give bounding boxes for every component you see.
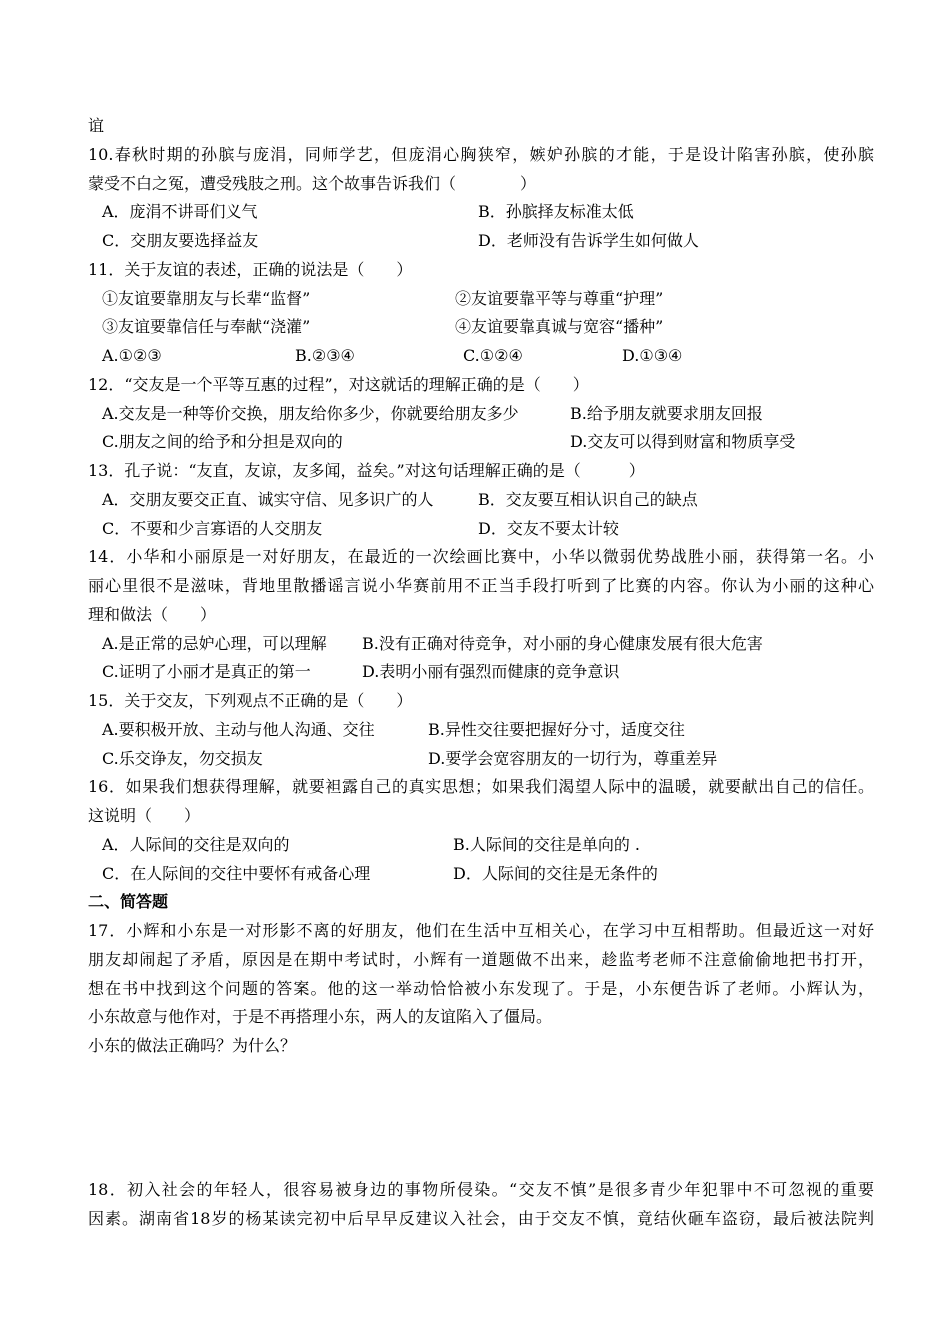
document-page <box>88 112 874 1233</box>
q16-option-a: A．人际间的交往是双向的 <box>102 834 290 854</box>
q10-option-a: A．庞涓不讲哥们义气 <box>102 202 258 222</box>
section-heading-short-answer: 二、简答题 <box>88 892 169 912</box>
q17-question: 小东的做法正确吗？为什么？ <box>88 1036 297 1055</box>
q10-stem-line: 蒙受不白之冤，遭受残肢之刑。这个故事告诉我们（ ） <box>88 173 537 193</box>
q15-stem: 15．关于交友，下列观点不正确的是（ ） <box>88 691 413 710</box>
q11-item-4: ④友谊要靠真诚与宽容“播种” <box>455 317 664 337</box>
q11-option-d: D.①③④ <box>622 346 683 365</box>
q11-option-a: A.①②③ <box>102 346 162 365</box>
q14-stem-line: 丽心里很不是滋味，背地里散播谣言说小华赛前用不正当手段打听到了比赛的内容。你认为小丽的这种心 <box>88 576 874 595</box>
q11-item-3: ③友谊要靠信任与奉献“浇灌” <box>102 317 311 337</box>
q13-option-c: C．不要和少言寡语的人交朋友 <box>102 518 323 538</box>
q15-option-b: B.异性交往要把握好分寸，适度交往 <box>428 719 685 739</box>
q16-option-c: C．在人际间的交往中要怀有戒备心理 <box>102 863 371 883</box>
q10-option-c: C．交朋友要选择益友 <box>102 231 259 250</box>
q15-option-c: C.乐交诤友，勿交损友 <box>102 748 263 768</box>
q13-stem: 13．孔子说：“友直，友谅，友多闻，益矣。”对这句话理解正确的是（ ） <box>88 461 645 480</box>
q13-option-d: D．交友不要太计较 <box>478 518 619 538</box>
q13-option-b: B．交友要互相认识自己的缺点 <box>478 489 698 509</box>
q13-option-a: A．交朋友要交正直、诚实守信、见多识广的人 <box>102 489 434 509</box>
q16-option-d: D．人际间的交往是无条件的 <box>453 863 658 883</box>
q11-option-c: C.①②④ <box>463 346 523 365</box>
q14-stem-line: 14．小华和小丽原是一对好朋友，在最近的一次绘画比赛中，小华以微弱优势战胜小丽，获得第一名。小 <box>88 547 874 567</box>
q11-option-b: B.②③④ <box>295 346 355 365</box>
q12-option-b: B.给予朋友就要求朋友回报 <box>570 403 763 423</box>
q10-option-d: D．老师没有告诉学生如何做人 <box>478 231 699 250</box>
q16-stem-line: 这说明（ ） <box>88 806 201 825</box>
answer-space <box>88 1061 874 1176</box>
q12-option-a: A.交友是一种等价交换，朋友给你多少，你就要给朋友多少 <box>102 403 519 423</box>
q11-item-1: ①友谊要靠朋友与长辈“监督” <box>102 288 311 308</box>
q17-stem-line: 小东故意与他作对，于是不再搭理小东，两人的友谊陷入了僵局。 <box>88 1007 553 1027</box>
q14-option-d: D.表明小丽有强烈而健康的竞争意识 <box>362 662 620 682</box>
q10-option-b: B．孙膑择友标准太低 <box>478 202 634 222</box>
q15-option-a: A.要积极开放、主动与他人沟通、交往 <box>102 719 375 739</box>
q14-option-a: A.是正常的忌妒心理，可以理解 <box>102 633 327 653</box>
q14-option-c: C.证明了小丽才是真正的第一 <box>102 662 311 682</box>
q10-stem-line: 10.春秋时期的孙膑与庞涓，同师学艺，但庞涓心胸狭窄，嫉妒孙膑的才能，于是设计陷害孙膑，使孙膑 <box>88 144 874 164</box>
q11-stem: 11．关于友谊的表述，正确的说法是（ ） <box>88 259 413 279</box>
q15-option-d: D.要学会宽容朋友的一切行为，尊重差异 <box>428 748 718 768</box>
q12-option-c: C.朋友之间的给予和分担是双向的 <box>102 432 343 452</box>
q14-option-b: B.没有正确对待竞争，对小丽的身心健康发展有很大危害 <box>362 633 763 653</box>
q14-stem-line: 理和做法（ ） <box>88 604 217 624</box>
q12-option-d: D.交友可以得到财富和物质享受 <box>570 432 796 452</box>
q16-option-b: B.人际间的交往是单向的 . <box>453 834 641 854</box>
q18-stem-line: 因素。湖南省18岁的杨某读完初中后早早反建议入社会，由于交友不慎，竟结伙砸车盗窃，最后被法院判 <box>88 1208 874 1228</box>
carry-over-text: 谊 <box>88 116 105 135</box>
q17-stem-line: 想在书中找到这个问题的答案。他的这一举动恰恰被小东发现了。于是，小东便告诉了老师。小辉认为， <box>88 978 874 998</box>
q17-stem-line: 朋友却闹起了矛盾，原因是在期中考试时，小辉有一道题做不出来，趁监考老师不注意偷偷地把书打开， <box>88 949 874 969</box>
q16-stem-line: 16．如果我们想获得理解，就要袒露自己的真实思想；如果我们渴望人际中的温暖，就要献出自己的信任。 <box>88 777 874 797</box>
q17-stem-line: 17．小辉和小东是一对形影不离的好朋友，他们在生活中互相关心，在学习中互相帮助。但最近这一对好 <box>88 921 874 940</box>
q11-item-2: ②友谊要靠平等与尊重“护理” <box>455 288 664 308</box>
q12-stem: 12．“交友是一个平等互惠的过程”，对这就话的理解正确的是（ ） <box>88 374 589 394</box>
q18-stem-line: 18．初入社会的年轻人，很容易被身边的事物所侵染。“交友不慎”是很多青少年犯罪中不可忽视的重要 <box>88 1179 874 1199</box>
